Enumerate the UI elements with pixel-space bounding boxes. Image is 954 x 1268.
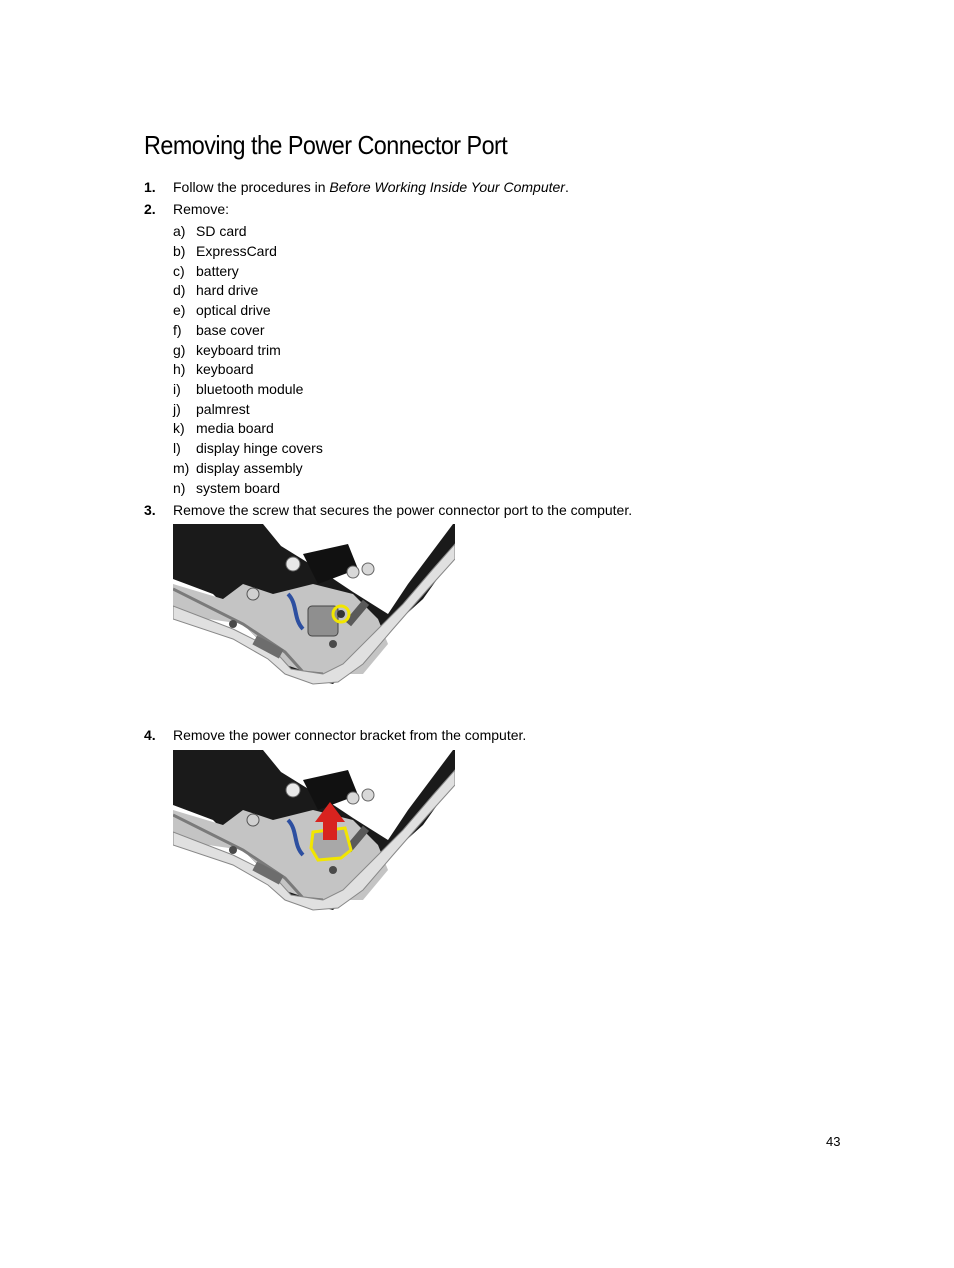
list-text: palmrest bbox=[196, 401, 250, 417]
step-text: Remove the screw that secures the power connector port to the computer. bbox=[173, 502, 633, 518]
step-number: 1. bbox=[144, 179, 156, 195]
list-item bbox=[173, 341, 281, 359]
list-item bbox=[173, 281, 258, 299]
list-item bbox=[173, 242, 277, 260]
list-text: keyboard trim bbox=[196, 342, 281, 358]
list-text: display hinge covers bbox=[196, 440, 323, 456]
list-item bbox=[173, 419, 274, 437]
list-letter: f) bbox=[173, 322, 182, 338]
list-text: SD card bbox=[196, 223, 247, 239]
screw-icon bbox=[337, 610, 345, 618]
step-2 bbox=[144, 200, 229, 218]
step-text: Remove: bbox=[173, 201, 230, 217]
step-4 bbox=[144, 726, 526, 744]
step-number: 4. bbox=[144, 727, 156, 743]
list-letter: d) bbox=[173, 282, 186, 298]
list-text: keyboard bbox=[196, 361, 254, 377]
list-letter: j) bbox=[173, 401, 181, 417]
list-item bbox=[173, 321, 264, 339]
list-text: ExpressCard bbox=[196, 243, 277, 259]
page-title: Removing the Power Connector Port bbox=[144, 130, 508, 160]
step-text: Remove the power connector bracket from the computer. bbox=[173, 727, 527, 743]
list-item bbox=[173, 222, 247, 240]
list-item bbox=[173, 301, 271, 319]
list-text: optical drive bbox=[196, 302, 271, 318]
bracket-removal-figure bbox=[173, 750, 455, 970]
list-letter: c) bbox=[173, 263, 185, 279]
step-number: 3. bbox=[144, 502, 156, 518]
list-letter: n) bbox=[173, 480, 186, 496]
list-letter: a) bbox=[173, 223, 186, 239]
list-item bbox=[173, 380, 303, 398]
list-letter: k) bbox=[173, 420, 185, 436]
list-text: system board bbox=[196, 480, 281, 496]
list-item bbox=[173, 262, 239, 280]
list-text: battery bbox=[196, 263, 239, 279]
list-text: media board bbox=[196, 420, 274, 436]
list-letter: m) bbox=[173, 460, 190, 476]
step-1 bbox=[144, 178, 569, 196]
list-letter: h) bbox=[173, 361, 186, 377]
list-item bbox=[173, 400, 250, 418]
list-item bbox=[173, 479, 280, 497]
step-3 bbox=[144, 501, 632, 519]
list-letter: g) bbox=[173, 342, 186, 358]
list-text: hard drive bbox=[196, 282, 259, 298]
list-text: bluetooth module bbox=[196, 381, 304, 397]
list-item bbox=[173, 360, 254, 378]
step-number: 2. bbox=[144, 201, 156, 217]
list-letter: i) bbox=[173, 381, 181, 397]
step-text: Follow the procedures in bbox=[173, 179, 330, 195]
list-item bbox=[173, 439, 323, 457]
list-text: display assembly bbox=[196, 460, 303, 476]
list-letter: b) bbox=[173, 243, 186, 259]
list-letter: l) bbox=[173, 440, 181, 456]
list-text: base cover bbox=[196, 322, 265, 338]
screw-removal-figure bbox=[173, 524, 455, 744]
page-number: 43 bbox=[826, 1134, 841, 1149]
step-text-end: . bbox=[564, 179, 569, 195]
before-working-link[interactable]: Before Working Inside Your Computer bbox=[329, 179, 565, 195]
list-letter: e) bbox=[173, 302, 186, 318]
list-item bbox=[173, 459, 303, 477]
